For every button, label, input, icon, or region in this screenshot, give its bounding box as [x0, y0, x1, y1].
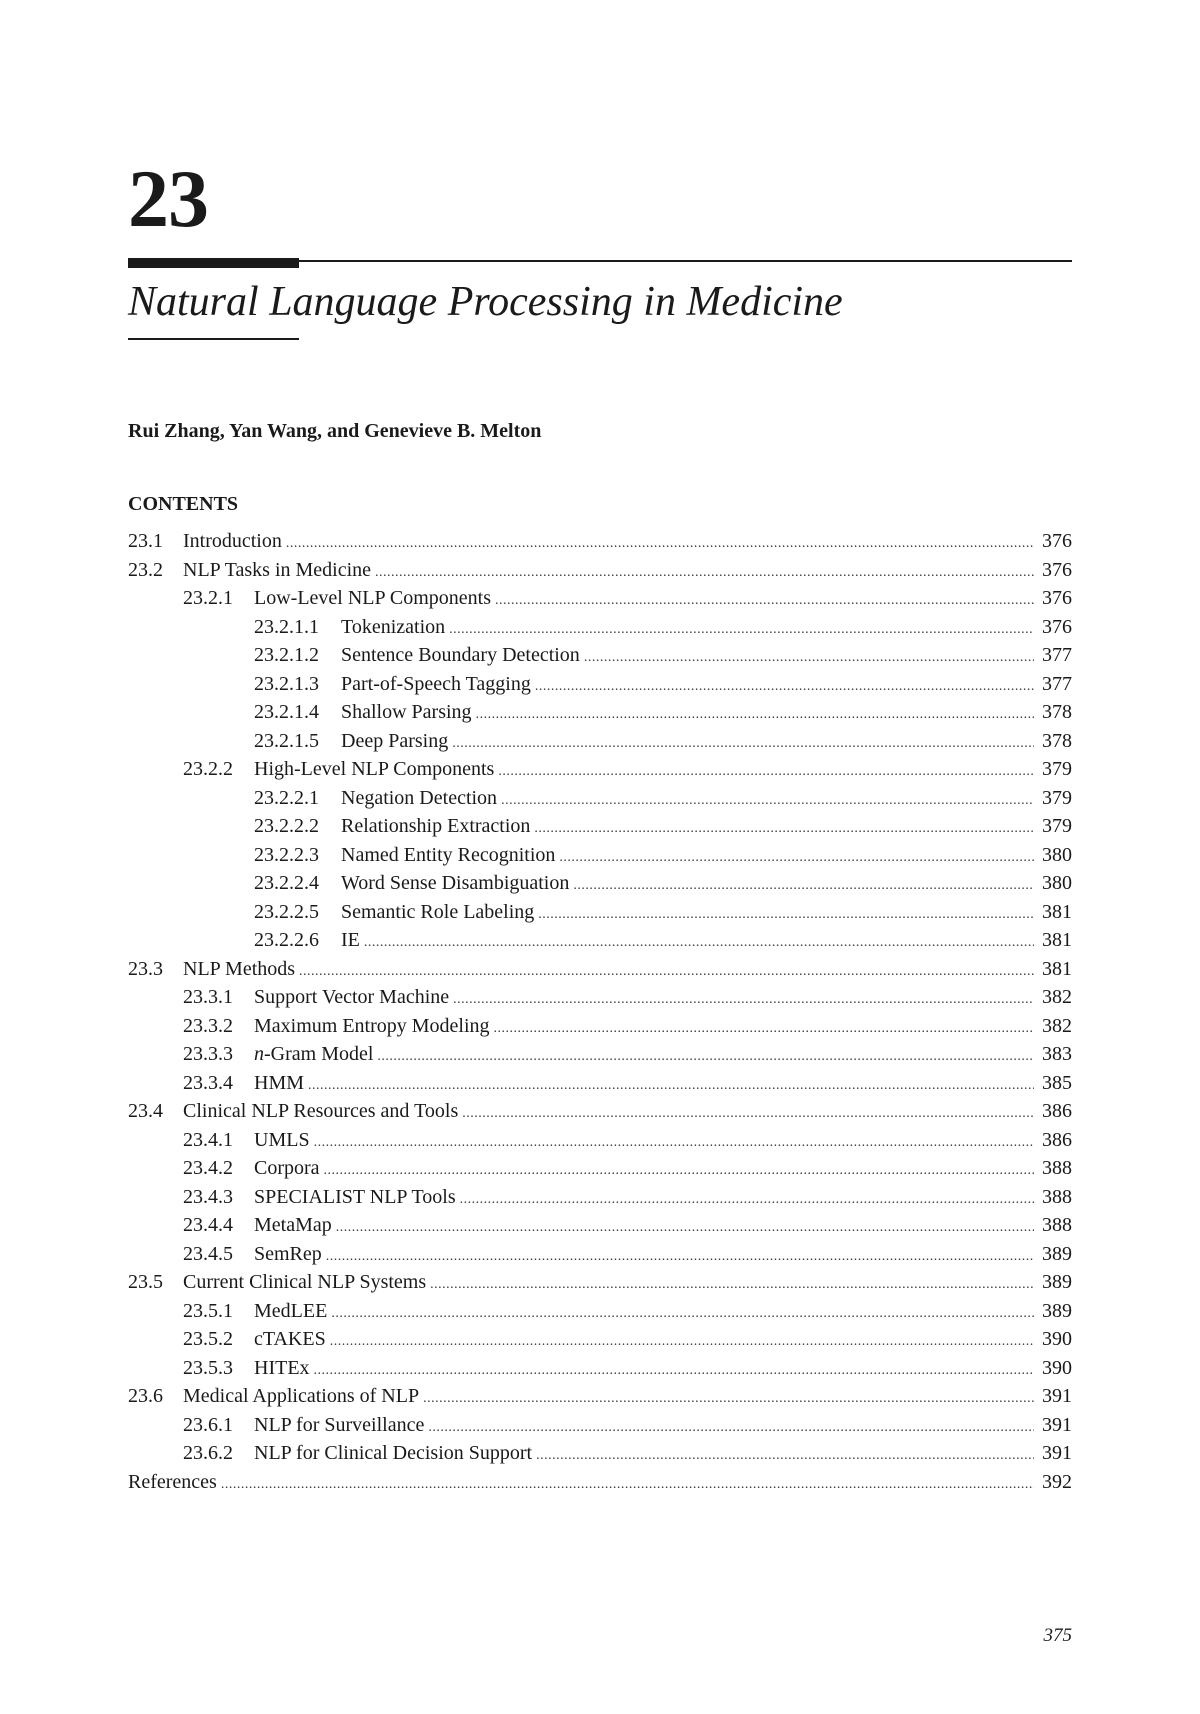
toc-page-number: 388	[1042, 1214, 1072, 1236]
toc-entry[interactable]	[128, 670, 1072, 699]
toc-section-number: 23.4.3	[183, 1185, 233, 1208]
toc-section-number: 23.3.4	[183, 1071, 233, 1094]
toc-section-number: 23.2.2.1	[254, 786, 319, 809]
toc-entry[interactable]	[128, 698, 1072, 727]
toc-section-number: 23.3	[128, 957, 163, 980]
toc-dot-leader	[314, 1129, 1034, 1158]
toc-section-number: 23.2.1.4	[254, 701, 319, 723]
toc-entry[interactable]	[128, 898, 1072, 927]
toc-section-title: Word Sense Disambiguation	[341, 872, 570, 894]
toc-entry[interactable]	[128, 1154, 1072, 1183]
toc-page-number: 386	[1042, 1128, 1072, 1151]
toc-page-number: 380	[1042, 843, 1072, 866]
toc-entry[interactable]	[128, 613, 1072, 642]
chapter-title: Natural Language Processing in Medicine	[128, 279, 843, 325]
toc-page-number: 378	[1042, 701, 1072, 723]
toc-section-title: MetaMap	[254, 1214, 332, 1236]
toc-dot-leader	[299, 958, 1034, 987]
toc-dot-leader	[314, 1357, 1034, 1386]
toc-page-number: 379	[1042, 815, 1072, 837]
toc-section-title: NLP for Surveillance	[254, 1413, 425, 1436]
toc-page-number: 376	[1042, 587, 1072, 609]
toc-page-number: 376	[1042, 615, 1072, 638]
toc-entry[interactable]	[128, 841, 1072, 870]
toc-entry[interactable]	[128, 983, 1072, 1012]
toc-section-title: IE	[341, 929, 360, 951]
toc-section-number: 23.5.2	[183, 1328, 233, 1350]
toc-section-title: Negation Detection	[341, 786, 498, 809]
toc-section-number: 23.2.2.5	[254, 900, 319, 923]
toc-page-number: 381	[1042, 957, 1072, 980]
toc-section-number: 23.2	[128, 558, 163, 581]
toc-dot-leader	[449, 616, 1034, 645]
toc-section-title: HITEx	[254, 1356, 310, 1379]
toc-section-title: Tokenization	[341, 615, 446, 638]
toc-entry[interactable]	[128, 784, 1072, 813]
toc-dot-leader	[476, 701, 1034, 730]
toc-section-number: 23.4	[128, 1100, 163, 1122]
toc-page-number: 388	[1042, 1185, 1072, 1208]
toc-entry[interactable]	[128, 641, 1072, 670]
toc-section-title: cTAKES	[254, 1328, 326, 1350]
toc-dot-leader	[308, 1072, 1034, 1101]
toc-section-number: 23.6	[128, 1385, 163, 1407]
toc-dot-leader	[324, 1157, 1034, 1186]
toc-section-title: Semantic Role Labeling	[341, 900, 535, 923]
toc-dot-leader	[423, 1385, 1034, 1414]
toc-section-number: 23.5.3	[183, 1356, 233, 1379]
toc-entry[interactable]	[128, 1097, 1072, 1126]
toc-section-number: 23.3.1	[183, 986, 233, 1008]
toc-entry[interactable]	[128, 1240, 1072, 1269]
toc-entry[interactable]	[128, 812, 1072, 841]
toc-entry[interactable]	[128, 727, 1072, 756]
toc-section-title: NLP Tasks in Medicine	[183, 558, 372, 581]
toc-section-title: NLP Methods	[183, 957, 296, 980]
toc-section-title: Named Entity Recognition	[341, 843, 556, 866]
toc-section-title: Part-of-Speech Tagging	[341, 672, 531, 695]
toc-section-number: 23.6.1	[183, 1413, 233, 1436]
toc-dot-leader	[584, 644, 1034, 673]
toc-section-title: Clinical NLP Resources and Tools	[183, 1100, 459, 1122]
toc-entry[interactable]	[128, 1354, 1072, 1383]
toc-dot-leader	[336, 1214, 1034, 1243]
toc-dot-leader	[221, 1471, 1034, 1500]
toc-section-number: 23.2.2.6	[254, 929, 319, 951]
toc-page-number: 377	[1042, 644, 1072, 666]
toc-page-number: 376	[1042, 558, 1072, 581]
toc-dot-leader	[430, 1271, 1034, 1300]
toc-page-number: 378	[1042, 729, 1072, 752]
chapter-authors: Rui Zhang, Yan Wang, and Genevieve B. Melton	[128, 420, 542, 442]
toc-dot-leader	[377, 1043, 1034, 1072]
toc-entry[interactable]	[128, 1268, 1072, 1297]
toc-section-number: 23.2.1.2	[254, 644, 319, 666]
toc-page-number: 383	[1042, 1043, 1072, 1065]
page-number: 375	[1043, 1625, 1072, 1646]
toc-dot-leader	[331, 1300, 1034, 1329]
toc-page-number: 380	[1042, 872, 1072, 894]
toc-dot-leader	[286, 530, 1034, 559]
toc-section-number: 23.2.1.3	[254, 672, 319, 695]
toc-entry[interactable]	[128, 1325, 1072, 1354]
toc-section-title: Corpora	[254, 1157, 320, 1179]
toc-section-title: HMM	[254, 1071, 305, 1094]
contents-heading: CONTENTS	[128, 493, 239, 515]
toc-section-title: High-Level NLP Components	[254, 758, 495, 780]
toc-dot-leader	[495, 587, 1034, 616]
toc-dot-leader	[494, 1015, 1034, 1044]
toc-entry[interactable]	[128, 1040, 1072, 1069]
toc-section-title: References	[128, 1470, 217, 1493]
toc-section-number: 23.3.3	[183, 1043, 233, 1065]
toc-page-number: 388	[1042, 1157, 1072, 1179]
toc-section-title: Maximum Entropy Modeling	[254, 1014, 490, 1037]
toc-section-number: 23.2.2.2	[254, 815, 319, 837]
chapter-number: 23	[128, 153, 208, 244]
toc-dot-leader	[534, 815, 1034, 844]
toc-entry[interactable]	[128, 1382, 1072, 1411]
toc-page-number: 389	[1042, 1299, 1072, 1322]
toc-dot-leader	[498, 758, 1034, 787]
toc-section-number: 23.2.1.5	[254, 729, 319, 752]
toc-section-title: Sentence Boundary Detection	[341, 644, 580, 666]
toc-page-number: 382	[1042, 1014, 1072, 1037]
toc-section-number: 23.2.1.1	[254, 615, 319, 638]
toc-section-number: 23.4.5	[183, 1242, 233, 1265]
table-of-contents	[128, 527, 1072, 1496]
toc-dot-leader	[538, 901, 1034, 930]
toc-page-number: 392	[1042, 1470, 1072, 1493]
toc-dot-leader	[364, 929, 1034, 958]
toc-entry[interactable]	[128, 869, 1072, 898]
toc-dot-leader	[326, 1243, 1034, 1272]
toc-dot-leader	[501, 787, 1034, 816]
toc-entry[interactable]	[128, 955, 1072, 984]
toc-entry[interactable]	[128, 1183, 1072, 1212]
toc-section-title: MedLEE	[254, 1299, 328, 1322]
toc-entry[interactable]	[128, 926, 1072, 955]
toc-dot-leader	[453, 986, 1034, 1015]
toc-page-number: 391	[1042, 1413, 1072, 1436]
title-underline	[128, 338, 299, 340]
chapter-rule-thin	[128, 260, 1072, 262]
toc-section-title: Relationship Extraction	[341, 815, 531, 837]
toc-page-number: 379	[1042, 758, 1072, 780]
toc-page-number: 389	[1042, 1242, 1072, 1265]
toc-section-title: Deep Parsing	[341, 729, 449, 752]
toc-entry[interactable]	[128, 1069, 1072, 1098]
toc-entry[interactable]	[128, 1468, 1072, 1497]
toc-page-number: 376	[1042, 530, 1072, 552]
toc-section-title: NLP for Clinical Decision Support	[254, 1442, 533, 1464]
toc-section-title: UMLS	[254, 1128, 310, 1151]
toc-dot-leader	[375, 559, 1034, 588]
toc-entry[interactable]	[128, 1012, 1072, 1041]
toc-entry[interactable]	[128, 1126, 1072, 1155]
toc-section-title: SemRep	[254, 1242, 322, 1265]
toc-entry[interactable]	[128, 584, 1072, 613]
toc-page-number: 381	[1042, 900, 1072, 923]
toc-dot-leader	[535, 673, 1034, 702]
toc-section-number: 23.5	[128, 1271, 163, 1293]
toc-entry[interactable]	[128, 1439, 1072, 1468]
toc-dot-leader	[462, 1100, 1034, 1129]
toc-dot-leader	[559, 844, 1034, 873]
toc-entry[interactable]	[128, 527, 1072, 556]
toc-dot-leader	[460, 1186, 1034, 1215]
toc-dot-leader	[452, 730, 1034, 759]
toc-section-number: 23.4.1	[183, 1128, 233, 1151]
toc-section-number: 23.4.4	[183, 1214, 233, 1236]
toc-dot-leader	[330, 1328, 1034, 1357]
toc-section-title: Shallow Parsing	[341, 701, 472, 723]
toc-page-number: 389	[1042, 1271, 1072, 1293]
toc-section-title: Introduction	[183, 530, 282, 552]
toc-section-number: 23.2.2.3	[254, 843, 319, 866]
toc-section-number: 23.6.2	[183, 1442, 233, 1464]
toc-page-number: 385	[1042, 1071, 1072, 1094]
toc-section-title: Medical Applications of NLP	[183, 1385, 420, 1407]
toc-page-number: 390	[1042, 1356, 1072, 1379]
toc-section-number: 23.2.2	[183, 758, 233, 780]
toc-entry[interactable]	[128, 755, 1072, 784]
toc-section-title: Current Clinical NLP Systems	[183, 1271, 427, 1293]
toc-page-number: 390	[1042, 1328, 1072, 1350]
toc-dot-leader	[573, 872, 1034, 901]
toc-section-number: 23.3.2	[183, 1014, 233, 1037]
toc-dot-leader	[536, 1442, 1034, 1471]
toc-page-number: 377	[1042, 672, 1072, 695]
toc-page-number: 379	[1042, 786, 1072, 809]
toc-entry[interactable]	[128, 1411, 1072, 1440]
toc-page-number: 391	[1042, 1442, 1072, 1464]
toc-section-number: 23.2.2.4	[254, 872, 319, 894]
toc-section-title: Support Vector Machine	[254, 986, 450, 1008]
toc-section-number: 23.2.1	[183, 587, 233, 609]
toc-entry[interactable]	[128, 1211, 1072, 1240]
toc-section-number: 23.5.1	[183, 1299, 233, 1322]
toc-page-number: 382	[1042, 986, 1072, 1008]
toc-section-title: Low-Level NLP Components	[254, 587, 492, 609]
toc-section-title: SPECIALIST NLP Tools	[254, 1185, 456, 1208]
toc-section-number: 23.1	[128, 530, 163, 552]
toc-section-title: n-Gram Model	[254, 1043, 374, 1065]
toc-entry[interactable]	[128, 1297, 1072, 1326]
toc-entry[interactable]	[128, 556, 1072, 585]
toc-section-number: 23.4.2	[183, 1157, 233, 1179]
toc-page-number: 386	[1042, 1100, 1072, 1122]
toc-page-number: 391	[1042, 1385, 1072, 1407]
toc-dot-leader	[428, 1414, 1034, 1443]
toc-page-number: 381	[1042, 929, 1072, 951]
